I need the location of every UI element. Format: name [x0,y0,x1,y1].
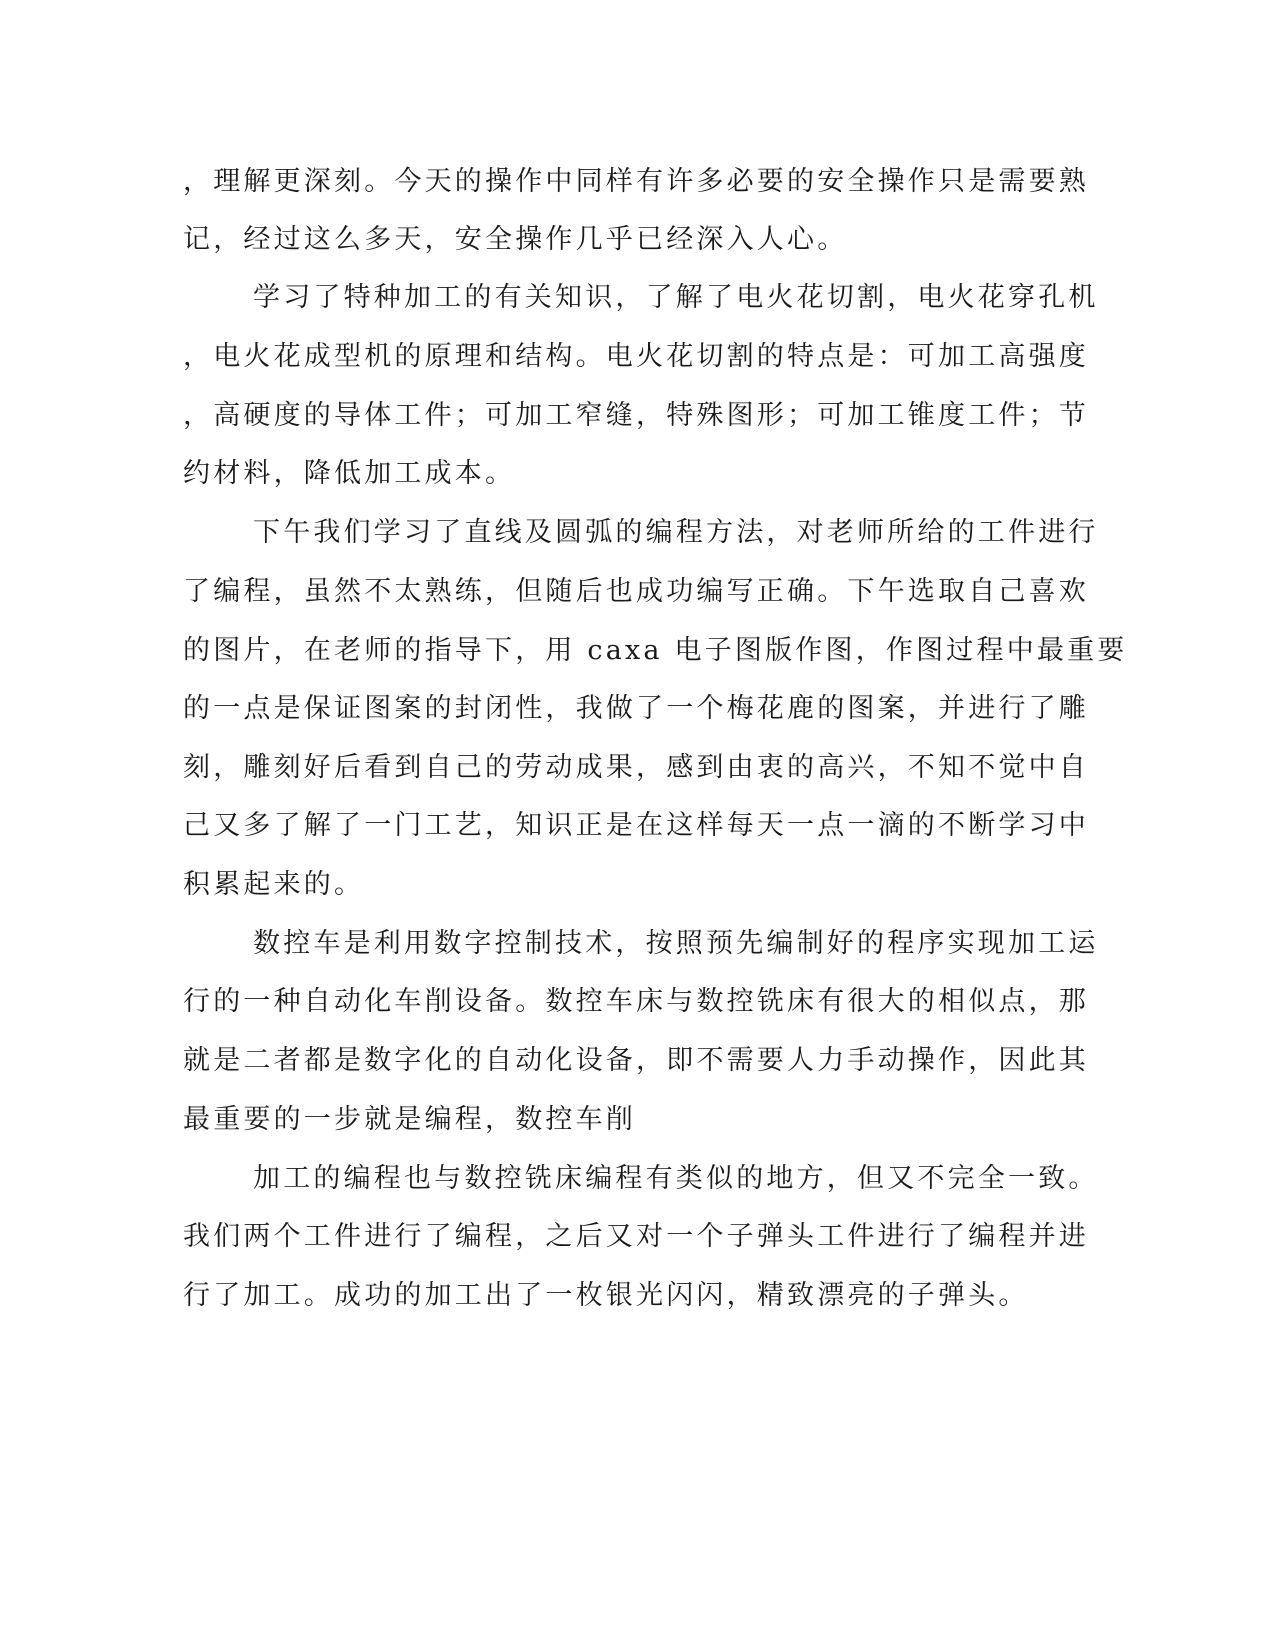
text-line: 记，经过这么多天，安全操作几乎已经深入人心。 [183,224,848,255]
text-line: 就是二者都是数字化的自动化设备，即不需要人力手动操作，因此其 [183,1045,1089,1076]
text-line: ，理解更深刻。今天的操作中同样有许多必要的安全操作只是需要熟 [183,166,1089,197]
text-line: 积累起来的。 [183,869,365,900]
text-line: 行了加工。成功的加工出了一枚银光闪闪，精致漂亮的子弹头。 [183,1280,1029,1311]
text-line: ，高硬度的导体工件；可加工窄缝，特殊图形；可加工锥度工件；节 [183,400,1089,431]
text-line: 最重要的一步就是编程，数控车削 [183,1104,636,1135]
paragraph-first-line: 下午我们学习了直线及圆弧的编程方法，对老师所给的工件进行 [253,517,1099,548]
text-line: 的一点是保证图案的封闭性，我做了一个梅花鹿的图案，并进行了雕 [183,693,1089,724]
text-line: 了编程，虽然不太熟练，但随后也成功编写正确。下午选取自己喜欢 [183,576,1089,607]
text-line: 己又多了解了一门工艺，知识正是在这样每天一点一滴的不断学习中 [183,810,1089,841]
text-line: 的图片，在老师的指导下，用 caxa 电子图版作图，作图过程中最重要 [183,635,1128,666]
paragraph-first-line: 数控车是利用数字控制技术，按照预先编制好的程序实现加工运 [253,928,1099,959]
paragraph-first-line: 加工的编程也与数控铣床编程有类似的地方，但又不完全一致。 [253,1163,1099,1194]
text-line: 刻，雕刻好后看到自己的劳动成果，感到由衷的高兴，不知不觉中自 [183,752,1089,783]
text-line: ，电火花成型机的原理和结构。电火花切割的特点是：可加工高强度 [183,341,1089,372]
text-line: 我们两个工件进行了编程，之后又对一个子弹头工件进行了编程并进 [183,1221,1089,1252]
text-line: 行的一种自动化车削设备。数控车床与数控铣床有很大的相似点，那 [183,986,1089,1017]
text-line: 约材料，降低加工成本。 [183,458,516,489]
paragraph-first-line: 学习了特种加工的有关知识，了解了电火花切割，电火花穿孔机 [253,282,1099,313]
